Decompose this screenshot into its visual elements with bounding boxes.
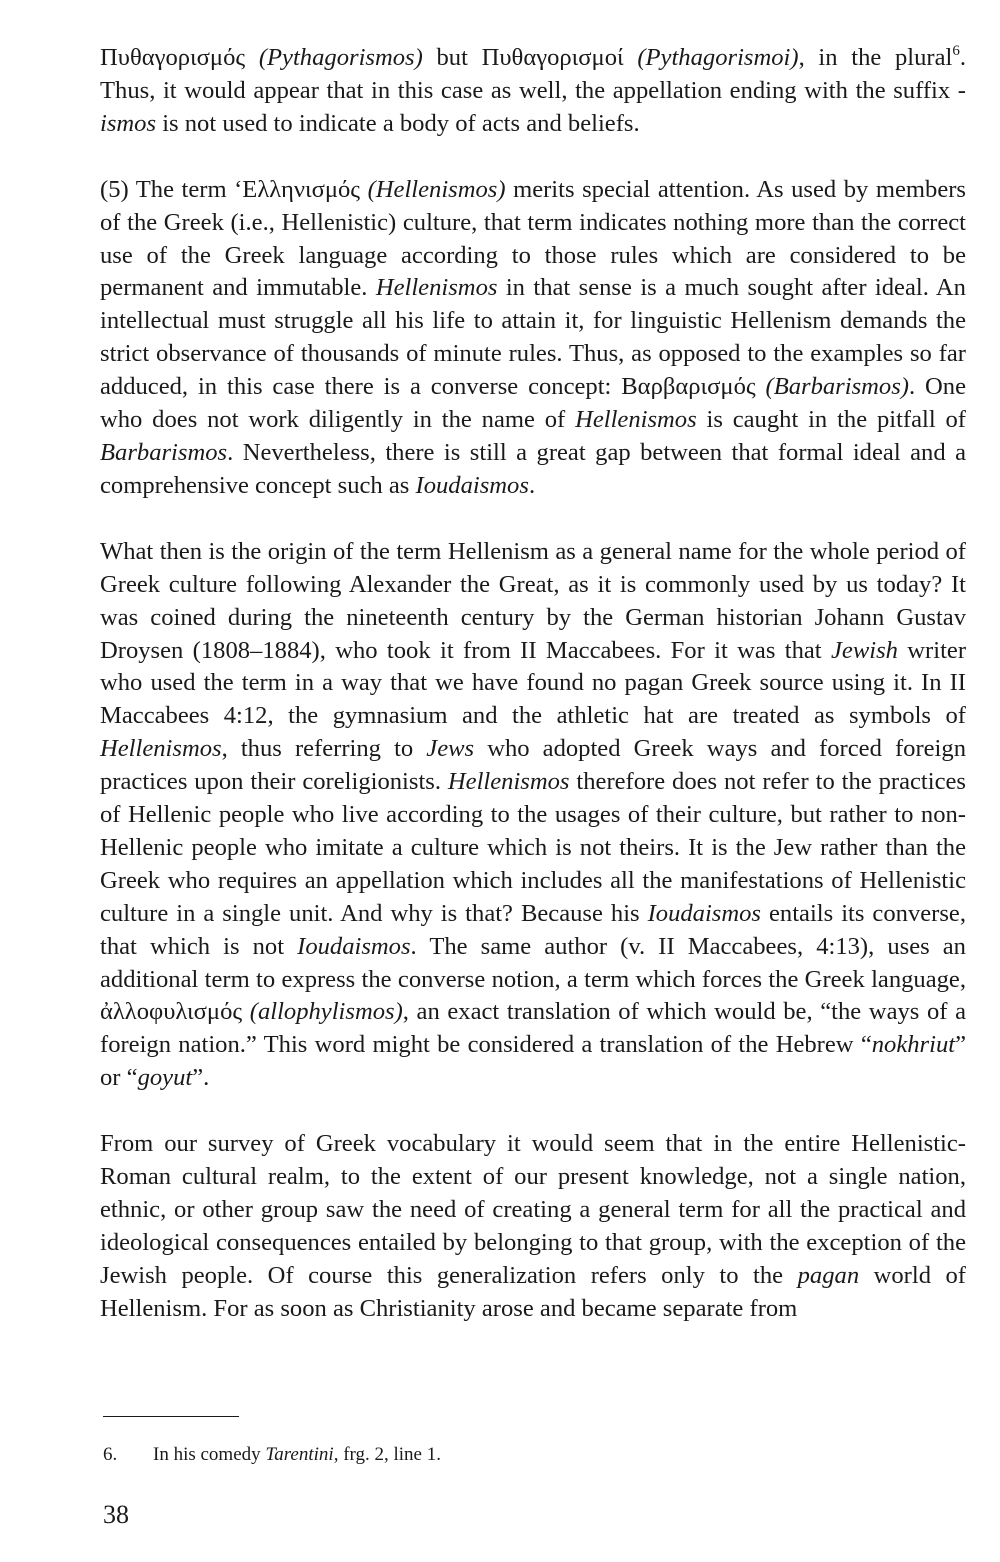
- paragraph-gap: [100, 503, 966, 536]
- italic-term: Jewish: [831, 636, 898, 664]
- text-run: ”.: [192, 1064, 210, 1092]
- text-run: From our survey of Greek vocabulary it would seem that in the entire Hellenistic-Roman cultural realm, to the extent of our present knowledge, not a single nation, ethnic, or other group saw the need of creating a general term for all the practical and ideological consequences entailed by belonging to that group, with the exception of the Jewish people. Of course this generalization refers only to the: [100, 1130, 966, 1289]
- italic-term: Hellenismos: [447, 768, 570, 796]
- italic-term: Hellenismos: [575, 406, 697, 434]
- italic-term: (allophylismos): [249, 998, 403, 1026]
- italic-term: (Pythagorismos): [258, 44, 423, 71]
- text-run: but Πυθαγορισμοί: [422, 44, 638, 71]
- text-run: in that sense is a much sought after ideal. An intellectual must struggle all his life to attain it, for linguistic Hellenism demands the strict observance of thousands of minute rules. Thus, as opposed to the examples so far adduced, in this case there is a converse concept: Βαρβαρισμός: [100, 274, 966, 401]
- italic-term: Ioudaismos: [415, 471, 529, 499]
- text-run: Πυθαγορισμός: [100, 44, 259, 71]
- text-run: , in the plural: [798, 44, 953, 71]
- paragraph-gap: [100, 1095, 966, 1128]
- italic-term: nokhriut: [871, 1031, 956, 1059]
- paragraph-gap: [100, 141, 966, 174]
- italic-term: -ismos: [100, 76, 966, 137]
- text-run: is not used to indicate a body of acts and beliefs.: [156, 109, 640, 137]
- text-run: . One who does not work diligently in the name of: [100, 373, 966, 434]
- paragraph-origin-of-hellenism: [100, 536, 966, 1095]
- text-run: , an exact translation of which would be, “the ways of a foreign nation.” This word might be considered a translation of the Hebrew “: [100, 998, 966, 1059]
- italic-term: pagan: [797, 1261, 860, 1289]
- text-run: , thus referring to: [221, 735, 427, 763]
- paragraph-hellenismos: [100, 174, 966, 503]
- text-run: . Nevertheless, there is still a great gap between that formal ideal and a comprehensive concept such as: [100, 438, 966, 499]
- text-run: world of Hellenism. For as soon as Christianity arose and became separate from: [100, 1261, 966, 1322]
- text-run: What then is the origin of the term Hellenism as a general name for the whole period of Greek culture following Alexander the Great, as it is commonly used by us today? It was coined during the nineteenth century by the German historian Johann Gustav Droysen (1808–1884), who took it from II Maccabees. For it was that: [100, 537, 966, 664]
- italic-term: Jews: [426, 735, 475, 763]
- italic-term: (Barbarismos): [765, 373, 909, 401]
- text-run: therefore does not refer to the practices of Hellenic people who live according to the usages of their culture, but rather to non-Hellenic people who imitate a culture which is not theirs. It is the Jew rather than the Greek who requires an appellation which includes all the manifestations of Hellenistic culture in a single unit. And why is that? Because his: [100, 768, 966, 927]
- paragraph-greek-vocabulary-survey: [100, 1128, 966, 1325]
- footnote-text: In his comedy: [153, 1444, 266, 1465]
- footnote-work-title: Tarentini: [265, 1444, 334, 1465]
- italic-term: Ioudaismos: [297, 932, 411, 960]
- text-run: writer who used the term in a way that we have found no pagan Greek source using it. In II Maccabees 4:12, the gymnasium and the athletic hat are treated as symbols of: [100, 636, 967, 730]
- italic-term: Hellenismos: [100, 735, 222, 763]
- italic-term: Barbarismos: [100, 438, 228, 466]
- page-number: 38: [103, 1500, 129, 1529]
- italic-term: Ioudaismos: [647, 899, 762, 927]
- text-run: is caught in the pitfall of: [696, 406, 966, 434]
- italic-term: Hellenismos: [375, 274, 498, 302]
- text-run: .: [528, 471, 536, 499]
- text-run: merits special attention. As used by members of the Greek (i.e., Hellenistic) culture, that term indicates nothing more than the correct use of the Greek language according to those rules which are considered to be permanent and immutable.: [100, 175, 966, 302]
- footnote-divider: [103, 1416, 239, 1417]
- paragraph-pythagorismos: [100, 42, 966, 141]
- text-run: who adopted Greek ways and forced foreign practices upon their coreligionists.: [100, 735, 966, 796]
- text-run: (5) The term ‘Ελληνισμός: [100, 175, 368, 203]
- footnote-number: 6.: [103, 1444, 118, 1465]
- text-run: entails its converse, that which is not: [100, 899, 966, 960]
- italic-term: (Hellenismos): [367, 175, 506, 203]
- text-run: . The same author (v. II Maccabees, 4:13), uses an additional term to express the converse notion, a term which forces the Greek language, ἀλλοφυλισμός: [100, 932, 966, 1026]
- text-run: ” or “: [100, 1031, 966, 1092]
- page-body: [100, 42, 966, 1326]
- italic-term: (Pythagorismoi): [637, 44, 799, 71]
- text-run: . Thus, it would appear that in this case as well, the appellation ending with the suffix: [100, 44, 967, 104]
- italic-term: goyut: [137, 1064, 193, 1092]
- footnote-text-end: , frg. 2, line 1.: [333, 1444, 441, 1465]
- footnote: [103, 1442, 441, 1468]
- footnote-reference: 6: [952, 43, 960, 59]
